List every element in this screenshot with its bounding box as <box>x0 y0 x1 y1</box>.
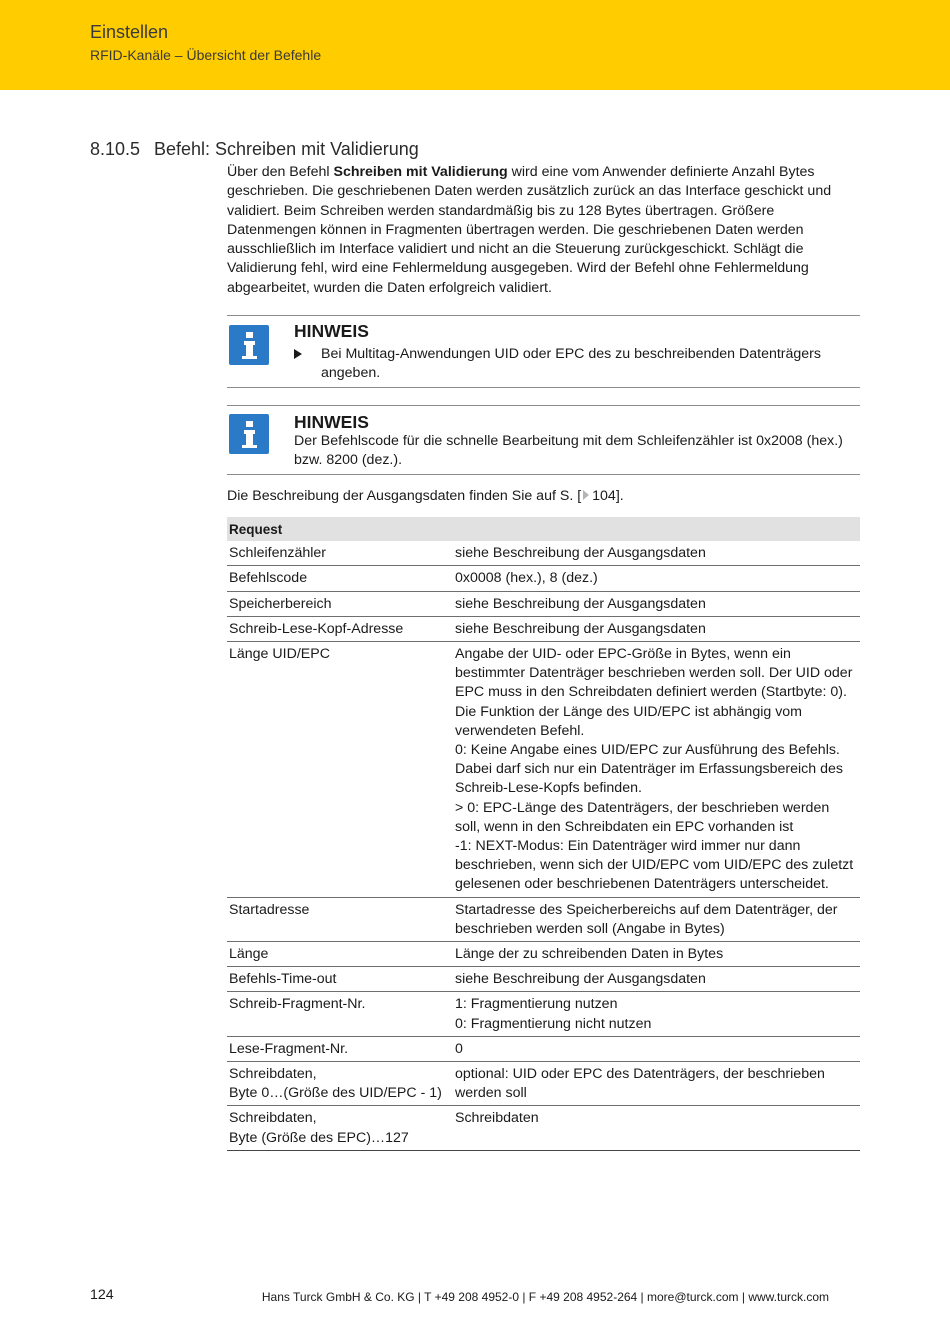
param-name-cell: Schreib-Fragment-Nr. <box>227 992 453 1036</box>
intro-command-name: Schreiben mit Validierung <box>333 164 508 180</box>
param-name-cell: Länge <box>227 942 453 967</box>
param-description-cell: siehe Beschreibung der Ausgangsdaten <box>453 541 860 566</box>
table-row <box>227 897 860 941</box>
page-link-arrow-icon <box>583 490 589 500</box>
param-name-cell: Befehls-Time-out <box>227 967 453 992</box>
bullet-arrow-icon <box>294 349 302 359</box>
table-row <box>227 967 860 992</box>
param-name-cell: Länge UID/EPC <box>227 642 453 898</box>
info-icon <box>229 414 269 454</box>
footer-company: Hans Turck GmbH & Co. KG | T +49 208 4952-0 | F +49 208 4952-264 | more@turck.com | www.turck.com <box>261 1290 829 1304</box>
table-body <box>227 541 860 1150</box>
notice-title: HINWEIS <box>294 412 369 432</box>
param-description-cell: 0 <box>453 1036 860 1061</box>
param-description-cell: 1: Fragmentierung nutzen 0: Fragmentierung nicht nutzen <box>453 992 860 1036</box>
table-row <box>227 1062 860 1106</box>
section-title: Befehl: Schreiben mit Validierung <box>154 139 419 159</box>
table-row <box>227 616 860 641</box>
param-description-cell: Schreibdaten <box>453 1106 860 1150</box>
param-name-cell: Schreibdaten, Byte (Größe des EPC)…127 <box>227 1106 453 1150</box>
table-row <box>227 1106 860 1150</box>
param-name-cell: Lese-Fragment-Nr. <box>227 1036 453 1061</box>
param-name-cell: Schleifenzähler <box>227 541 453 566</box>
section-number: 8.10.5 <box>90 139 141 159</box>
header-subtitle: RFID-Kanäle – Übersicht der Befehle <box>90 47 322 63</box>
param-description-cell: 0x0008 (hex.), 8 (dez.) <box>453 566 860 591</box>
table-header: Request <box>227 517 860 541</box>
table-row <box>227 566 860 591</box>
intro-text-after: wird eine vom Anwender definierte Anzahl Bytes geschrieben. Die geschriebenen Daten werden zusätzlich zurück an das Interface geschickt und validiert. Beim Schreiben werden standardmäßig bis zu 128 Bytes übertragen. Größere Datenmengen können in Fragmenten übertragen werden. Die geschriebenen Daten werden ausschließlich im Interface validiert und nicht an die Steuerung zurückgeschickt. Schlägt die Validierung fehl, wird eine Fehlermeldung ausgegeben. Wird der Befehl ohne Fehlermeldung abgearbeitet, wurden die Daten erfolgreich validiert. <box>227 164 832 296</box>
reference-text-end: ]. <box>615 488 624 504</box>
param-name-cell: Schreibdaten, Byte 0…(Größe des UID/EPC - 1) <box>227 1062 453 1106</box>
param-description-cell: optional: UID oder EPC des Datenträgers, der beschrieben werden soll <box>453 1062 860 1106</box>
param-name-cell: Befehlscode <box>227 566 453 591</box>
request-table <box>227 517 860 1151</box>
table-row <box>227 942 860 967</box>
param-name-cell: Startadresse <box>227 897 453 941</box>
param-description-cell: siehe Beschreibung der Ausgangsdaten <box>453 967 860 992</box>
table-row <box>227 541 860 566</box>
info-icon <box>229 325 269 365</box>
table-header-row <box>227 517 860 541</box>
table-row <box>227 642 860 898</box>
reference-text: Die Beschreibung der Ausgangsdaten finden Sie auf S. [ <box>227 488 582 504</box>
param-name-cell: Schreib-Lese-Kopf-Adresse <box>227 616 453 641</box>
notice-box <box>227 405 860 475</box>
header-band <box>0 0 950 90</box>
notice-text: Der Befehlscode für die schnelle Bearbeitung mit dem Schleifenzähler ist 0x2008 (hex.) bzw. 8200 (dez.). <box>294 433 843 469</box>
table-row <box>227 1036 860 1061</box>
header-title: Einstellen <box>90 22 169 42</box>
intro-paragraph <box>227 163 861 298</box>
param-description-cell: siehe Beschreibung der Ausgangsdaten <box>453 591 860 616</box>
notice-title: HINWEIS <box>294 321 369 341</box>
param-description-cell: Länge der zu schreibenden Daten in Bytes <box>453 942 860 967</box>
table-row <box>227 992 860 1036</box>
param-name-cell: Speicherbereich <box>227 591 453 616</box>
notice-box <box>227 315 860 388</box>
page-number: 124 <box>90 1287 114 1303</box>
section-heading <box>90 139 419 160</box>
reference-line <box>227 488 624 504</box>
notice-bullet-text: Bei Multitag-Anwendungen UID oder EPC des zu beschreibenden Datenträgers angeben. <box>321 346 822 382</box>
table-row <box>227 591 860 616</box>
reference-page-link[interactable]: 104 <box>592 488 616 504</box>
intro-text-before: Über den Befehl <box>227 164 334 180</box>
param-description-cell: Angabe der UID- oder EPC-Größe in Bytes, wenn ein bestimmter Datenträger beschrieben werden soll. Der UID oder EPC muss in den Schreibdaten definiert werden (Startbyte: 0). Die Funktion der Länge des UID/EPC ist abhängig vom verwendeten Befehl. 0: Keine Angabe eines UID/EPC zur Ausführung des Befehls. Dabei darf sich nur ein Datenträger im Erfassungsbereich des Schreib-Lese-Kopfs befinden. > 0: EPC-Länge des Datenträgers, der beschrieben werden soll, wenn in den Schreibdaten ein EPC vorhanden ist -1: NEXT-Modus: Ein Datenträger wird immer nur dann beschrieben, wenn sich der UID/EPC vom UID/EPC des zuletzt gelesenen oder beschriebenen Datenträgers unterscheidet. <box>453 642 860 898</box>
param-description-cell: Startadresse des Speicherbereichs auf dem Datenträger, der beschrieben werden soll (Angabe in Bytes) <box>453 897 860 941</box>
param-description-cell: siehe Beschreibung der Ausgangsdaten <box>453 616 860 641</box>
